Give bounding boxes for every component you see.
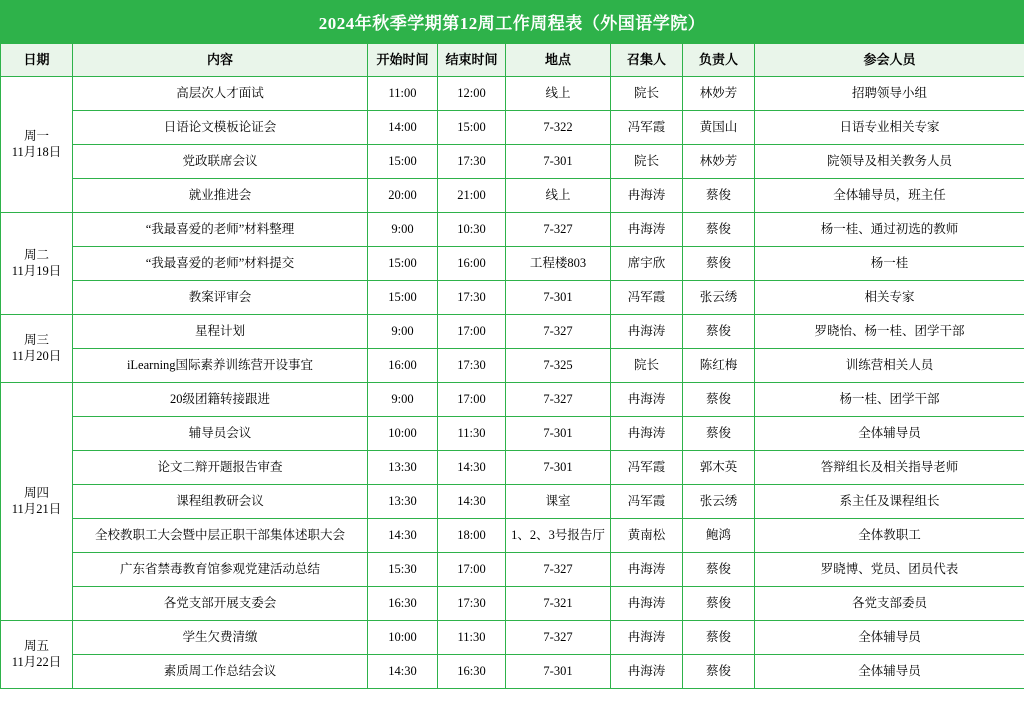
cell-start-time: 10:00 (368, 621, 438, 655)
cell-location: 7-321 (506, 587, 611, 621)
cell-end-time: 17:00 (438, 553, 506, 587)
cell-content: 教案评审会 (73, 281, 368, 315)
cell-end-time: 12:00 (438, 77, 506, 111)
cell-attendees: 杨一桂、团学干部 (755, 383, 1024, 417)
cell-location: 7-327 (506, 383, 611, 417)
table-row (1, 281, 1024, 315)
cell-owner: 蔡俊 (683, 621, 755, 655)
cell-owner: 林妙芳 (683, 77, 755, 111)
cell-convener: 冉海涛 (611, 383, 683, 417)
cell-end-time: 10:30 (438, 213, 506, 247)
cell-start-time: 11:00 (368, 77, 438, 111)
table-row (1, 553, 1024, 587)
cell-start-time: 14:30 (368, 655, 438, 689)
cell-attendees: 罗晓怡、杨一桂、团学干部 (755, 315, 1024, 349)
cell-content: “我最喜爱的老师”材料提交 (73, 247, 368, 281)
cell-location: 7-301 (506, 281, 611, 315)
cell-owner: 鲍鸿 (683, 519, 755, 553)
table-header (1, 44, 1024, 77)
cell-location: 7-301 (506, 451, 611, 485)
cell-owner: 郭木英 (683, 451, 755, 485)
column-header-start-time: 开始时间 (368, 44, 438, 77)
cell-content: 就业推进会 (73, 179, 368, 213)
cell-content: 20级团籍转接跟进 (73, 383, 368, 417)
day-weekday: 周五 (23, 638, 49, 653)
day-weekday: 周二 (23, 247, 49, 262)
table-row (1, 655, 1024, 689)
day-date: 11月18日 (11, 144, 62, 159)
cell-end-time: 17:00 (438, 315, 506, 349)
cell-start-time: 16:00 (368, 349, 438, 383)
table-row (1, 77, 1024, 111)
cell-convener: 院长 (611, 349, 683, 383)
cell-convener: 黄南松 (611, 519, 683, 553)
cell-content: 素质周工作总结会议 (73, 655, 368, 689)
day-cell (1, 383, 73, 621)
day-cell (1, 213, 73, 315)
cell-location: 7-301 (506, 417, 611, 451)
cell-content: 学生欠费清缴 (73, 621, 368, 655)
cell-end-time: 17:30 (438, 349, 506, 383)
cell-start-time: 10:00 (368, 417, 438, 451)
cell-attendees: 全体教职工 (755, 519, 1024, 553)
cell-owner: 蔡俊 (683, 213, 755, 247)
day-cell (1, 77, 73, 213)
cell-start-time: 9:00 (368, 383, 438, 417)
cell-location: 7-327 (506, 621, 611, 655)
cell-end-time: 11:30 (438, 417, 506, 451)
cell-content: 党政联席会议 (73, 145, 368, 179)
column-header-end-time: 结束时间 (438, 44, 506, 77)
cell-content: 高层次人才面试 (73, 77, 368, 111)
day-date: 11月21日 (11, 501, 62, 516)
cell-content: 广东省禁毒教育馆参观党建活动总结 (73, 553, 368, 587)
cell-convener: 冯军霞 (611, 485, 683, 519)
cell-attendees: 罗晓博、党员、团员代表 (755, 553, 1024, 587)
table-row (1, 485, 1024, 519)
cell-owner: 张云绣 (683, 281, 755, 315)
cell-attendees: 各党支部委员 (755, 587, 1024, 621)
cell-convener: 冉海涛 (611, 315, 683, 349)
column-header-attendees: 参会人员 (755, 44, 1024, 77)
cell-attendees: 相关专家 (755, 281, 1024, 315)
cell-start-time: 15:00 (368, 145, 438, 179)
cell-start-time: 9:00 (368, 213, 438, 247)
cell-convener: 院长 (611, 145, 683, 179)
cell-location: 7-322 (506, 111, 611, 145)
cell-convener: 冉海涛 (611, 179, 683, 213)
cell-owner: 黄国山 (683, 111, 755, 145)
schedule-table (0, 43, 1024, 689)
table-row (1, 247, 1024, 281)
table-body (1, 77, 1024, 689)
table-row (1, 349, 1024, 383)
cell-attendees: 全体辅导员 (755, 621, 1024, 655)
day-weekday: 周一 (23, 128, 49, 143)
cell-content: 各党支部开展支委会 (73, 587, 368, 621)
cell-owner: 蔡俊 (683, 383, 755, 417)
cell-start-time: 13:30 (368, 485, 438, 519)
cell-attendees: 全体辅导员，班主任 (755, 179, 1024, 213)
cell-start-time: 15:00 (368, 281, 438, 315)
cell-end-time: 17:30 (438, 587, 506, 621)
table-row (1, 213, 1024, 247)
table-row (1, 383, 1024, 417)
cell-convener: 冯军霞 (611, 451, 683, 485)
table-row (1, 417, 1024, 451)
column-header-location: 地点 (506, 44, 611, 77)
cell-owner: 蔡俊 (683, 417, 755, 451)
cell-location: 7-325 (506, 349, 611, 383)
cell-start-time: 15:00 (368, 247, 438, 281)
cell-end-time: 17:30 (438, 145, 506, 179)
cell-content: 日语论文模板论证会 (73, 111, 368, 145)
cell-owner: 蔡俊 (683, 553, 755, 587)
cell-location: 7-327 (506, 315, 611, 349)
cell-owner: 蔡俊 (683, 179, 755, 213)
cell-end-time: 14:30 (438, 451, 506, 485)
table-row (1, 315, 1024, 349)
table-row (1, 519, 1024, 553)
cell-content: 课程组教研会议 (73, 485, 368, 519)
page-title: 2024年秋季学期第12周工作周程表（外国语学院） (0, 0, 1024, 43)
cell-attendees: 全体辅导员 (755, 655, 1024, 689)
day-date: 11月19日 (11, 263, 62, 278)
day-date: 11月20日 (11, 348, 62, 363)
cell-end-time: 15:00 (438, 111, 506, 145)
cell-attendees: 答辩组长及相关指导老师 (755, 451, 1024, 485)
cell-start-time: 14:00 (368, 111, 438, 145)
cell-content: 辅导员会议 (73, 417, 368, 451)
cell-location: 7-301 (506, 145, 611, 179)
cell-owner: 张云绣 (683, 485, 755, 519)
table-row (1, 179, 1024, 213)
cell-convener: 冉海涛 (611, 213, 683, 247)
cell-owner: 蔡俊 (683, 247, 755, 281)
cell-owner: 陈红梅 (683, 349, 755, 383)
day-cell (1, 621, 73, 689)
cell-start-time: 15:30 (368, 553, 438, 587)
cell-convener: 冉海涛 (611, 655, 683, 689)
column-header-content: 内容 (73, 44, 368, 77)
column-header-convener: 召集人 (611, 44, 683, 77)
cell-content: 论文二辩开题报告审查 (73, 451, 368, 485)
day-weekday: 周四 (23, 485, 49, 500)
cell-content: “我最喜爱的老师”材料整理 (73, 213, 368, 247)
cell-location: 线上 (506, 77, 611, 111)
cell-attendees: 日语专业相关专家 (755, 111, 1024, 145)
cell-owner: 林妙芳 (683, 145, 755, 179)
day-weekday: 周三 (23, 332, 49, 347)
day-cell (1, 315, 73, 383)
cell-convener: 冯军霞 (611, 111, 683, 145)
cell-convener: 席宇欣 (611, 247, 683, 281)
table-row (1, 621, 1024, 655)
cell-location: 7-327 (506, 213, 611, 247)
cell-end-time: 14:30 (438, 485, 506, 519)
cell-end-time: 21:00 (438, 179, 506, 213)
cell-end-time: 16:30 (438, 655, 506, 689)
table-row (1, 587, 1024, 621)
cell-start-time: 20:00 (368, 179, 438, 213)
column-header-date: 日期 (1, 44, 73, 77)
cell-content: iLearning国际素养训练营开设事宜 (73, 349, 368, 383)
cell-start-time: 9:00 (368, 315, 438, 349)
cell-attendees: 训练营相关人员 (755, 349, 1024, 383)
cell-convener: 冉海涛 (611, 417, 683, 451)
cell-attendees: 杨一桂、通过初选的教师 (755, 213, 1024, 247)
cell-end-time: 11:30 (438, 621, 506, 655)
cell-attendees: 招聘领导小组 (755, 77, 1024, 111)
cell-location: 7-327 (506, 553, 611, 587)
cell-content: 星程计划 (73, 315, 368, 349)
cell-convener: 冯军霞 (611, 281, 683, 315)
column-header-owner: 负责人 (683, 44, 755, 77)
table-row (1, 451, 1024, 485)
cell-convener: 院长 (611, 77, 683, 111)
cell-attendees: 杨一桂 (755, 247, 1024, 281)
cell-attendees: 院领导及相关教务人员 (755, 145, 1024, 179)
cell-location: 课室 (506, 485, 611, 519)
cell-owner: 蔡俊 (683, 315, 755, 349)
cell-attendees: 系主任及课程组长 (755, 485, 1024, 519)
cell-start-time: 14:30 (368, 519, 438, 553)
cell-end-time: 18:00 (438, 519, 506, 553)
cell-convener: 冉海涛 (611, 587, 683, 621)
day-date: 11月22日 (11, 654, 62, 669)
cell-convener: 冉海涛 (611, 553, 683, 587)
cell-location: 线上 (506, 179, 611, 213)
cell-location: 7-301 (506, 655, 611, 689)
cell-location: 工程楼803 (506, 247, 611, 281)
cell-content: 全校教职工大会暨中层正职干部集体述职大会 (73, 519, 368, 553)
cell-end-time: 17:30 (438, 281, 506, 315)
table-row (1, 145, 1024, 179)
cell-convener: 冉海涛 (611, 621, 683, 655)
cell-owner: 蔡俊 (683, 655, 755, 689)
cell-start-time: 13:30 (368, 451, 438, 485)
cell-owner: 蔡俊 (683, 587, 755, 621)
cell-end-time: 16:00 (438, 247, 506, 281)
table-row (1, 111, 1024, 145)
cell-attendees: 全体辅导员 (755, 417, 1024, 451)
cell-start-time: 16:30 (368, 587, 438, 621)
cell-location: 1、2、3号报告厅 (506, 519, 611, 553)
cell-end-time: 17:00 (438, 383, 506, 417)
table-header-row (1, 44, 1024, 77)
